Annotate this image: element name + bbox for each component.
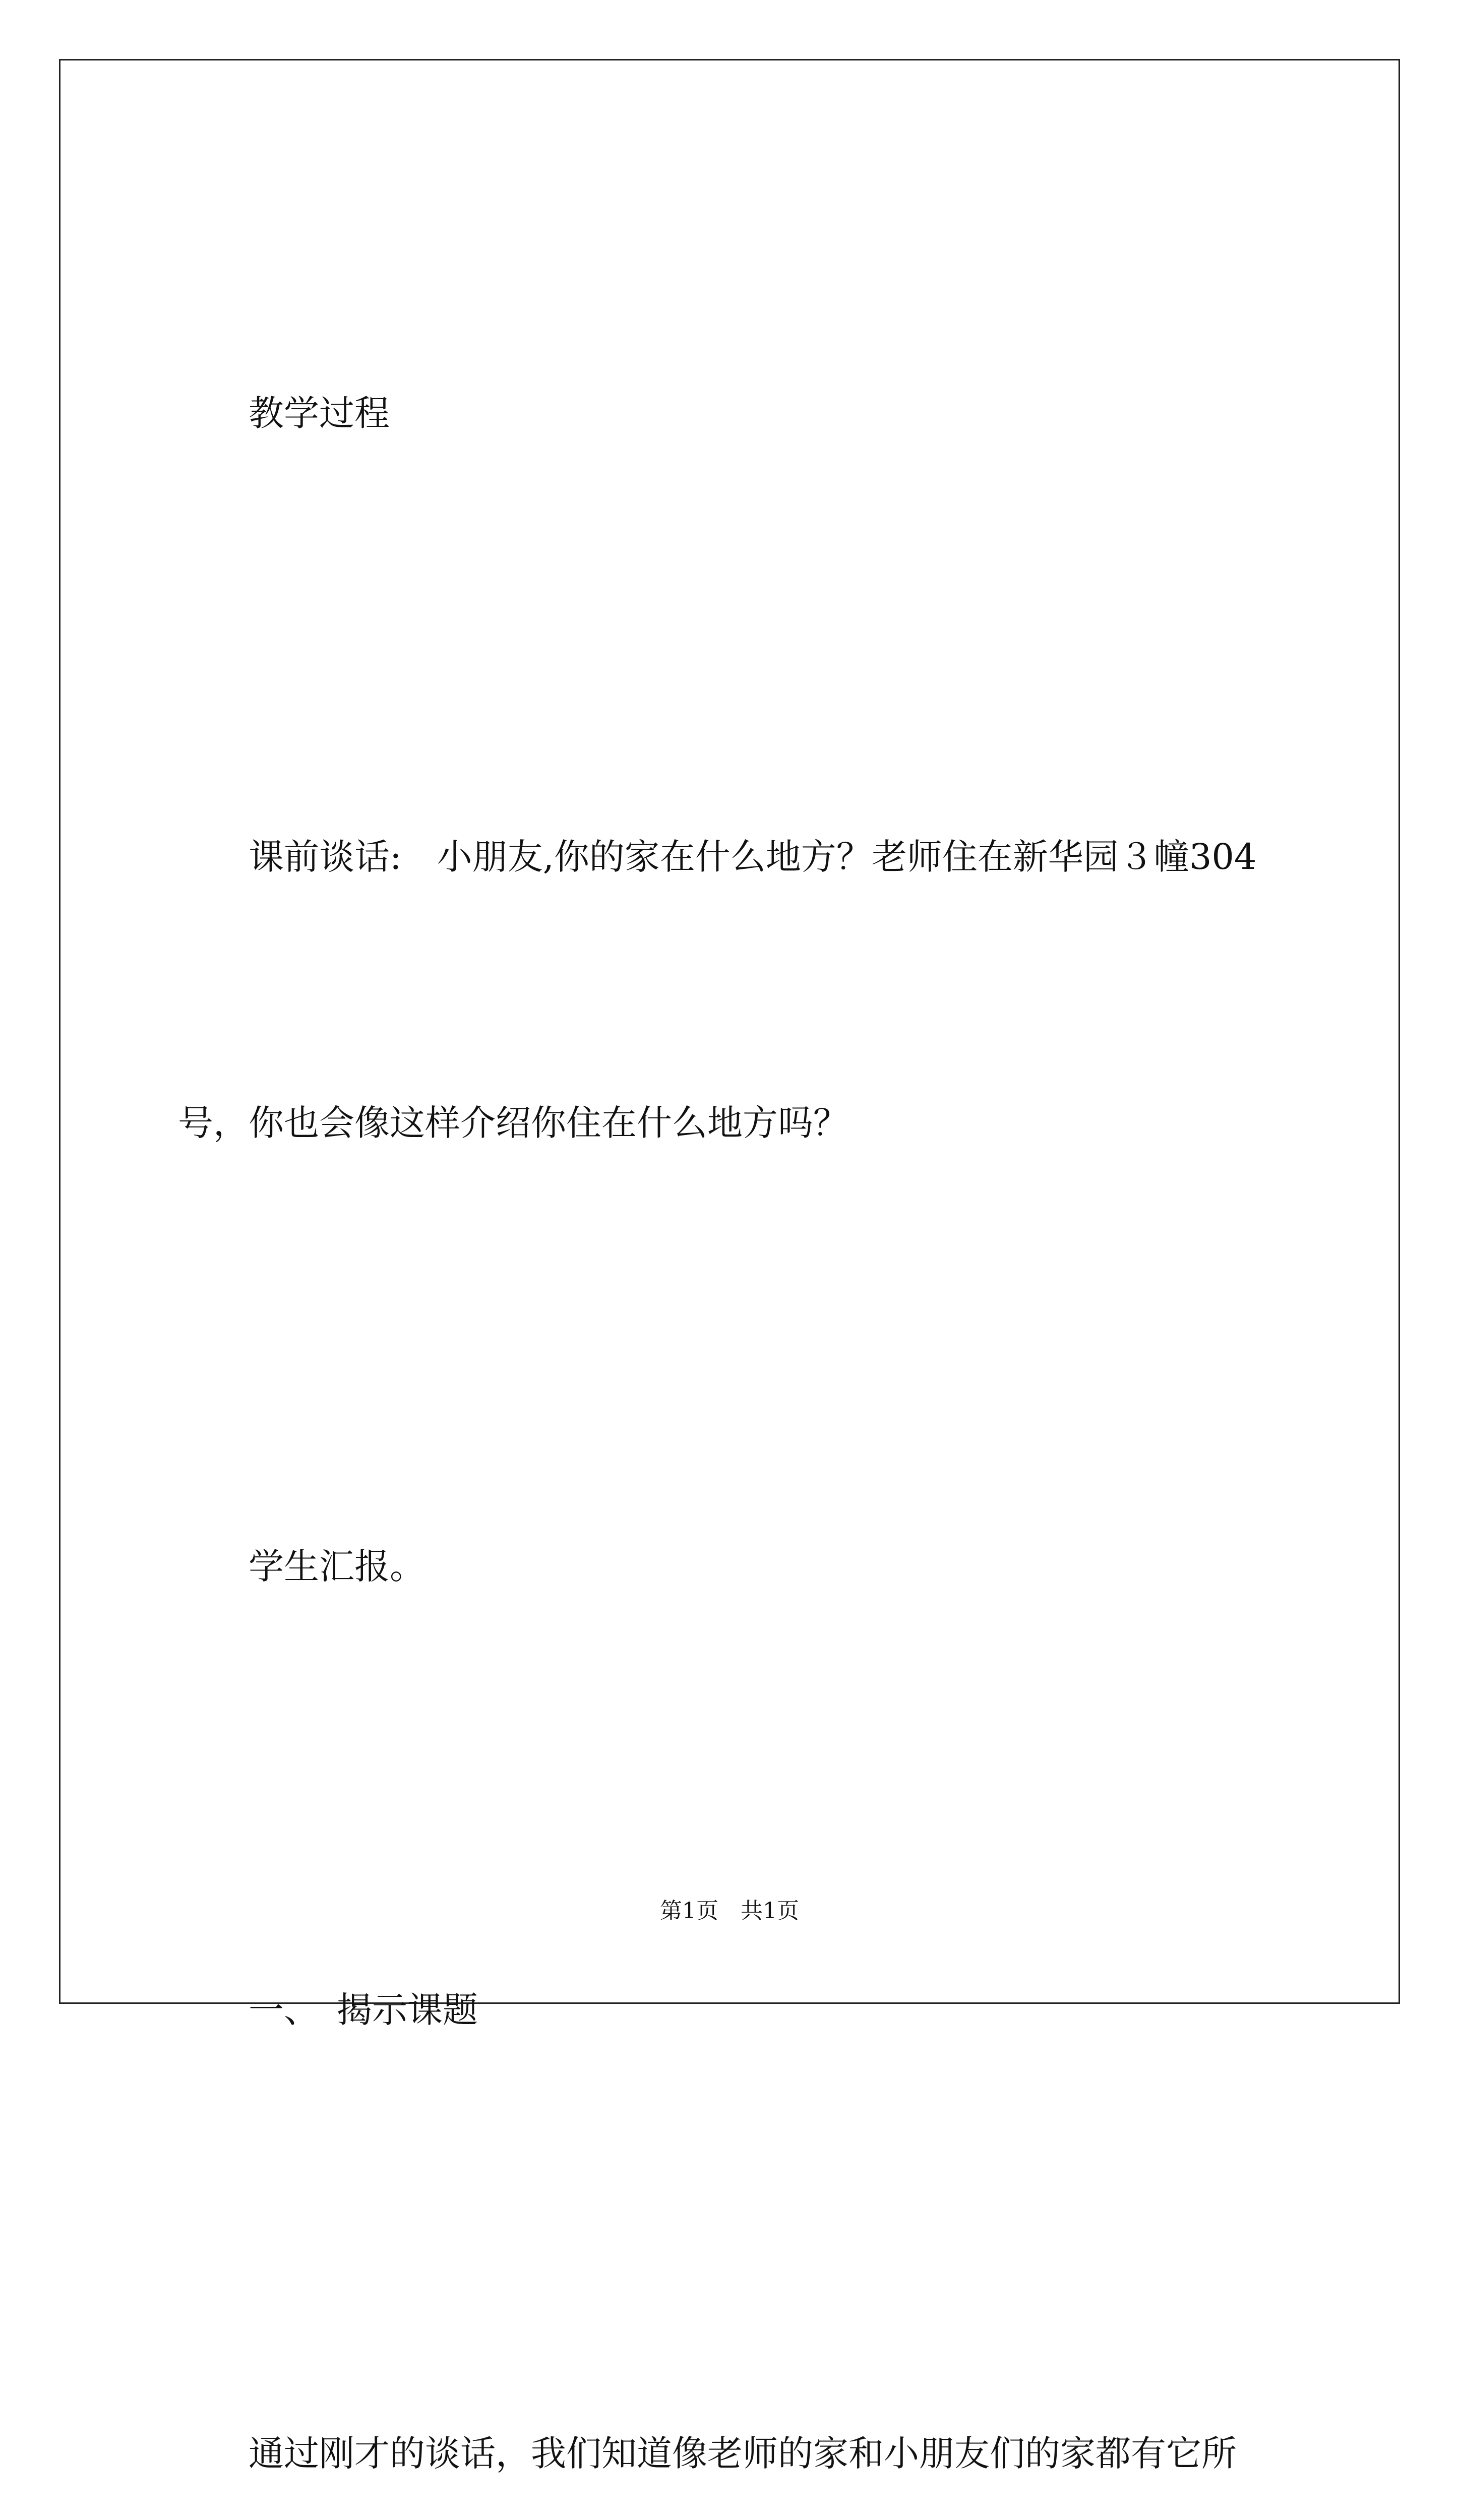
text-line: 课前谈话: 小朋友,你的家在什么地方？老师住在新华园３幢304	[249, 836, 1257, 877]
text-line: 学生汇报。	[249, 1546, 425, 1587]
text-line: 通过刚才的谈话，我们知道像老师的家和小朋友们的家都有它所	[249, 2433, 1237, 2474]
text-line: 号，你也会像这样介绍你住在什么地方吗？	[178, 1102, 848, 1144]
page-footer: 第1页 共1页	[660, 1898, 799, 1924]
paragraph-heading-process	[178, 192, 1282, 635]
paragraph-introduction	[178, 2232, 1282, 2520]
document-body	[178, 192, 1282, 2520]
text-line: 一、 揭示课题	[249, 1989, 478, 2031]
text-line: 教学过程	[249, 393, 390, 434]
paragraph-pre-class-talk	[178, 635, 1282, 1345]
section-heading-1	[178, 1788, 1282, 2232]
paragraph-student-report	[178, 1345, 1282, 1788]
